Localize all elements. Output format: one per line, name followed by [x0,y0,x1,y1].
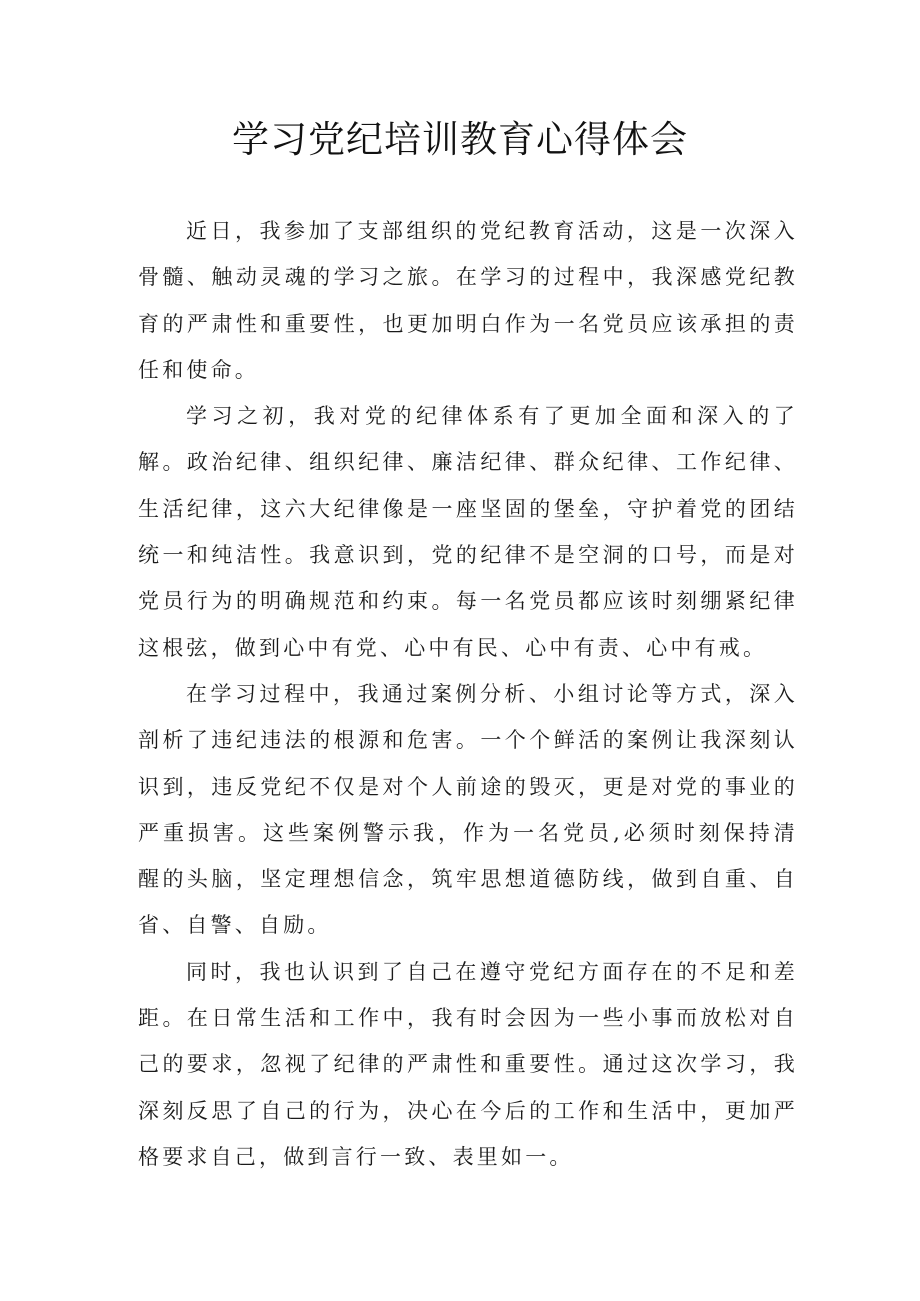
paragraph-1: 近日，我参加了支部组织的党纪教育活动，这是一次深入骨髓、触动灵魂的学习之旅。在学习的过程中，我深感党纪教育的严肃性和重要性，也更加明白作为一名党员应该承担的责任和使命。 [138,219,798,382]
paragraph-3: 在学习过程中，我通过案例分析、小组讨论等方式，深入剖析了违纪违法的根源和危害。一个个鲜活的案例让我深刻认识到，违反党纪不仅是对个人前途的毁灭，更是对党的事业的严重损害。这些案例警示我，作为一名党员,必须时刻保持清醒的头脑，坚定理想信念，筑牢思想道德防线，做到自重、自省、自警、自励。 [138,681,798,938]
document-body [138,208,798,1180]
document-title: 学习党纪培训教育心得体会 [232,118,688,161]
paragraph-4: 同时，我也认识到了自己在遵守党纪方面存在的不足和差距。在日常生活和工作中，我有时会因为一些小事而放松对自己的要求，忽视了纪律的严肃性和重要性。通过这次学习，我深刻反思了自己的行为，决心在今后的工作和生活中，更加严格要求自己，做到言行一致、表里如一。 [138,959,798,1169]
paragraph-2: 学习之初，我对党的纪律体系有了更加全面和深入的了解。政治纪律、组织纪律、廉洁纪律、群众纪律、工作纪律、生活纪律，这六大纪律像是一座坚固的堡垒，守护着党的团结统一和纯洁性。我意识到，党的纪律不是空洞的口号，而是对党员行为的明确规范和约束。每一名党员都应该时刻绷紧纪律这根弦，做到心中有党、心中有民、心中有责、心中有戒。 [138,404,798,660]
